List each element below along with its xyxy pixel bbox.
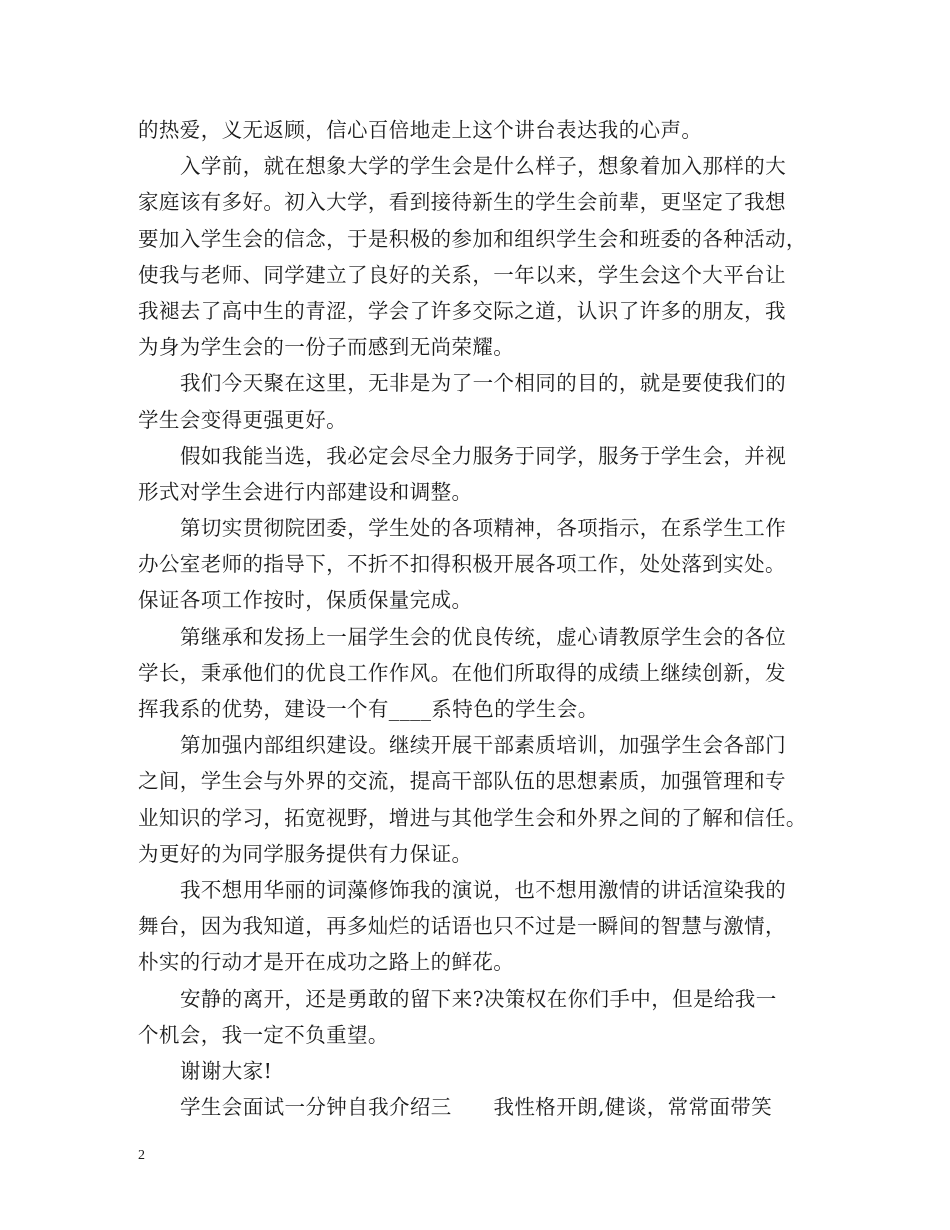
text-line: 学长，秉承他们的优良工作作风。在他们所取得的成绩上继续创新，发 (138, 660, 786, 685)
text-line: 第切实贯彻院团委，学生处的各项精神，各项指示，在系学生工作 (180, 516, 787, 541)
text-line: 家庭该有多好。初入大学，看到接待新生的学生会前辈，更坚定了我想 (138, 190, 786, 215)
text-line: 为身为学生会的一份子而感到无尚荣耀。 (138, 335, 515, 360)
text-line: 使我与老师、同学建立了良好的关系，一年以来，学生会这个大平台让 (138, 262, 786, 287)
text-line: 假如我能当选，我必定会尽全力服务于同学，服务于学生会，并视 (180, 443, 787, 468)
text-line: 我不想用华丽的词藻修饰我的演说，也不想用激情的讲话渲染我的 (180, 877, 787, 902)
text-line: 为更好的为同学服务提供有力保证。 (138, 841, 473, 866)
text-line: 形式对学生会进行内部建设和调整。 (138, 479, 473, 504)
text-line: 业知识的学习，拓宽视野，增进与其他学生会和外界之间的了解和信任。 (138, 805, 807, 830)
text-line: 的热爱，义无返顾，信心百倍地走上这个讲台表达我的心声。 (138, 118, 703, 142)
text-line: 舞台，因为我知道，再多灿烂的话语也只不过是一瞬间的智慧与激情， (138, 914, 786, 939)
text-line: 要加入学生会的信念，于是积极的参加和组织学生会和班委的各种活动， (138, 226, 807, 251)
text-line: 学生会变得更强更好。 (138, 407, 347, 432)
page-number: 2 (138, 1148, 145, 1163)
text-line: 办公室老师的指导下，不折不扣得积极开展各项工作，处处落到实处。 (138, 552, 786, 577)
text-line: 我们今天聚在这里，无非是为了一个相同的目的，就是要使我们的 (180, 371, 787, 396)
text-line: 我褪去了高中生的青涩，学会了许多交际之道，认识了许多的朋友，我 (138, 298, 786, 323)
text-line: 第继承和发扬上一届学生会的优良传统，虚心请教原学生会的各位 (180, 624, 787, 649)
text-line: 谢谢大家! (180, 1058, 273, 1083)
document-body (138, 112, 828, 1125)
text-line: 保证各项工作按时，保质保量完成。 (138, 588, 473, 613)
text-line: 入学前，就在想象大学的学生会是什么样子，想象着加入那样的大 (180, 154, 787, 179)
text-line: 个机会，我一定不负重望。 (138, 1022, 389, 1047)
text-line: 挥我系的优势，建设一个有____系特色的学生会。 (138, 697, 599, 721)
text-line: 安静的离开，还是勇敢的留下来?决策权在你们手中，但是给我一 (180, 986, 777, 1011)
text-line: 之间，学生会与外界的交流，提高干部队伍的思想素质，加强管理和专 (138, 769, 786, 794)
text-line: 学生会面试一分钟自我介绍三 我性格开朗,健谈，常常面带笑 (180, 1095, 773, 1120)
text-line: 朴实的行动才是开在成功之路上的鲜花。 (138, 950, 515, 975)
text-line: 第加强内部组织建设。继续开展干部素质培训，加强学生会各部门 (180, 733, 787, 758)
